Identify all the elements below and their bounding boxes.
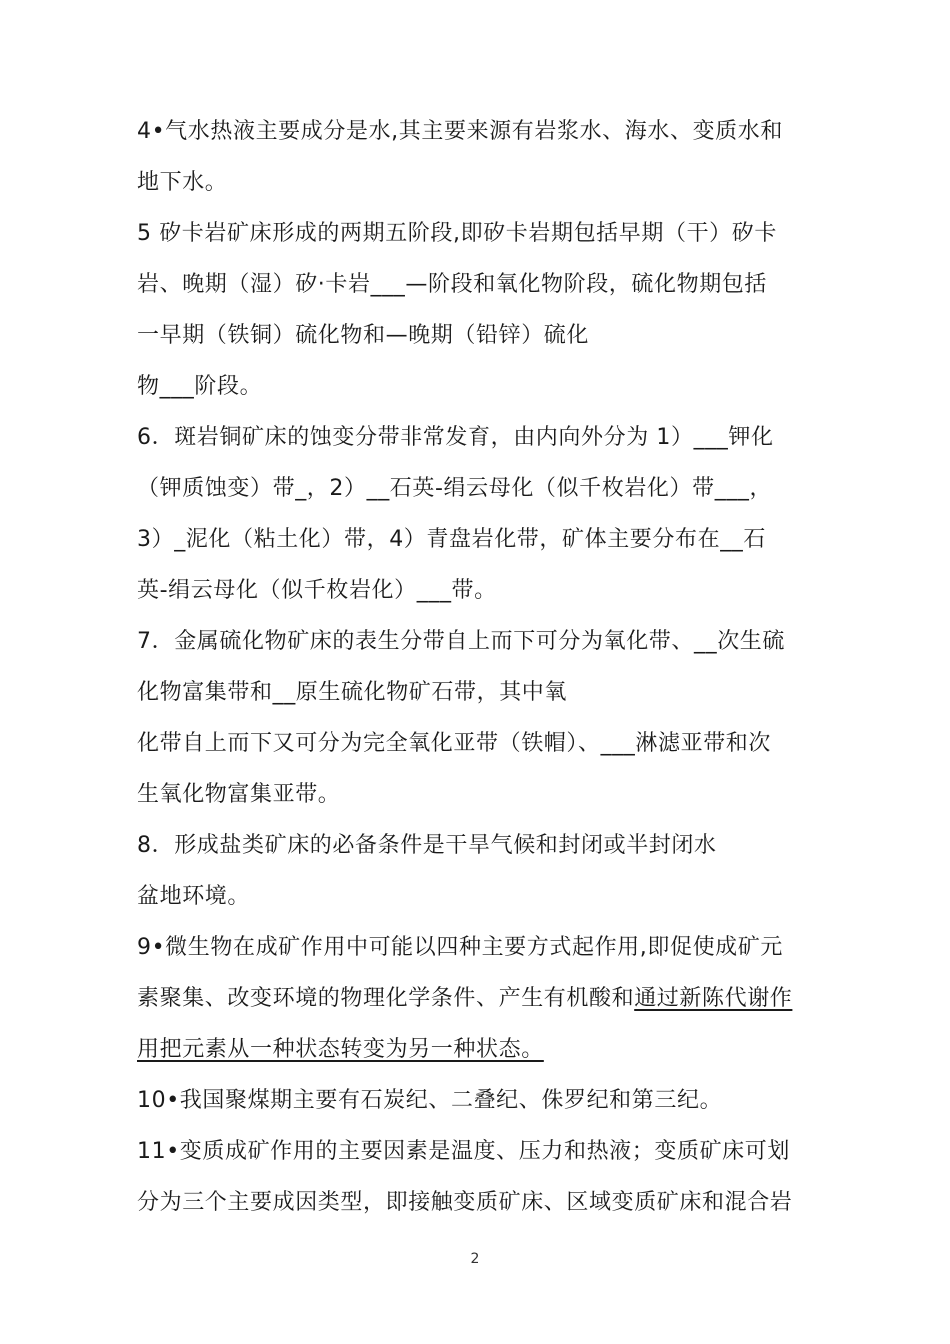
text-line-q11-2: 分为三个主要成因类型，即接触变质矿床、区域变质矿床和混合岩 bbox=[137, 1190, 793, 1215]
text-line-q10-1: 10•我国聚煤期主要有石炭纪、二叠纪、侏罗纪和第三纪。 bbox=[137, 1088, 723, 1113]
text-line-q5-4: 物___阶段。 bbox=[137, 374, 263, 399]
text-line-q5-1: 5 矽卡岩矿床形成的两期五阶段,即矽卡岩期包括早期（干）矽卡 bbox=[137, 221, 777, 246]
text-line-q7-1: 7．金属硫化物矿床的表生分带自上而下可分为氧化带、__次生硫 bbox=[137, 629, 785, 654]
text-line-q7-4: 生氧化物富集亚带。 bbox=[137, 782, 341, 807]
q9-underlined-answer: 通过新陈代谢作 bbox=[634, 986, 793, 1011]
text-line-q5-3: 一早期（铁铜）硫化物和—晚期（铅锌）硫化 bbox=[137, 323, 590, 348]
text-line-q7-3: 化带自上而下又可分为完全氧化亚带（铁帽）、___淋滤亚带和次 bbox=[137, 731, 772, 756]
q9-plain-text: 素聚集、改变环境的物理化学条件、产生有机酸和 bbox=[137, 986, 635, 1011]
page-number: 2 bbox=[470, 1251, 480, 1267]
text-line-q6-3: 3）_泥化（粘土化）带，4）青盘岩化带，矿体主要分布在__石 bbox=[137, 527, 766, 552]
text-line-q9-2 bbox=[137, 984, 792, 1014]
text-line-q9-1: 9•微生物在成矿作用中可能以四种主要方式起作用,即促使成矿元 bbox=[137, 935, 783, 960]
text-line-q5-2: 岩、晚期（湿）矽·卡岩___—阶段和氧化物阶段，硫化物期包括 bbox=[137, 272, 767, 297]
text-line-q11-1: 11•变质成矿作用的主要因素是温度、压力和热液；变质矿床可划 bbox=[137, 1139, 790, 1164]
text-line-q6-4: 英-绢云母化（似千枚岩化）___带。 bbox=[137, 578, 497, 603]
text-line-q4-1: 4•气水热液主要成分是水,其主要来源有岩浆水、海水、变质水和 bbox=[137, 119, 783, 144]
q9-underlined-answer-cont: 用把元素从一种状态转变为另一种状态。 bbox=[137, 1037, 544, 1062]
text-line-q9-3 bbox=[137, 1035, 544, 1065]
text-line-q4-2: 地下水。 bbox=[137, 170, 228, 195]
text-line-q6-2: （钾质蚀变）带_，2）__石英-绢云母化（似千枚岩化）带___， bbox=[137, 476, 773, 501]
text-line-q8-1: 8．形成盐类矿床的必备条件是干旱气候和封闭或半封闭水 bbox=[137, 833, 717, 858]
text-line-q8-2: 盆地环境。 bbox=[137, 884, 251, 909]
text-line-q7-2: 化物富集带和__原生硫化物矿石带，其中氧 bbox=[137, 680, 568, 705]
text-line-q6-1: 6．斑岩铜矿床的蚀变分带非常发育，由内向外分为 1）___钾化 bbox=[137, 425, 774, 450]
